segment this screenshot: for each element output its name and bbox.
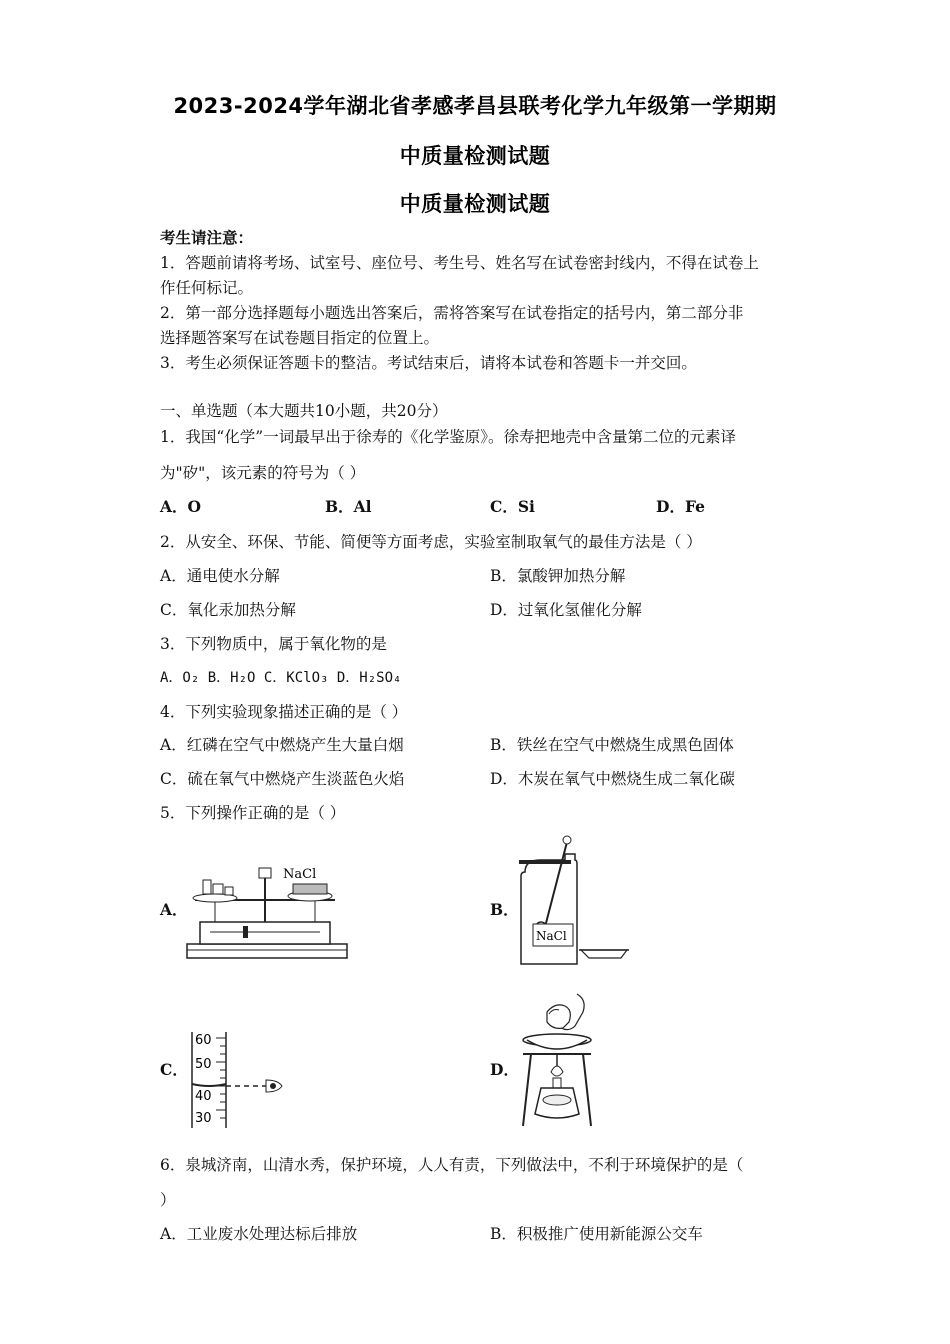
notice-item: 选择题答案写在试卷题目指定的位置上。	[160, 329, 440, 347]
cylinder-tick-label: 40	[195, 1089, 212, 1104]
title-line-3: 中质量检测试题	[399, 192, 551, 216]
q2-option-d: D．过氧化氢催化分解	[490, 601, 642, 619]
section-heading: 一、单选题（本大题共10小题，共20分）	[160, 402, 448, 420]
notice-item: 2．第一部分选择题每小题选出答案后，需将答案写在试卷指定的括号内，第二部分非	[160, 304, 744, 322]
q4-option-b: B．铁丝在空气中燃烧生成黑色固体	[490, 736, 734, 754]
q5-option-b: B．	[490, 900, 519, 919]
q1-stem: 为"矽"，该元素的符号为（ ）	[160, 464, 366, 482]
cylinder-tick-label: 60	[195, 1033, 212, 1048]
q4-option-a: A．红磷在空气中燃烧产生大量白烟	[160, 736, 404, 754]
q6-stem: ）	[160, 1191, 176, 1209]
q6-option-a: A．工业废水处理达标后排放	[160, 1225, 358, 1243]
notice-heading: 考生请注意：	[160, 228, 254, 247]
q5-option-c: C．	[160, 1060, 188, 1079]
notice-item: 1．答题前请将考场、试室号、座位号、考生号、姓名写在试卷密封线内，不得在试卷上	[160, 254, 759, 272]
title-line-2: 中质量检测试题	[399, 144, 551, 168]
q1-option-d: D．Fe	[656, 497, 705, 516]
q3-options: A．O₂ B．H₂O C．KClO₃ D．H₂SO₄	[160, 670, 402, 686]
q3-stem: 3．下列物质中，属于氧化物的是	[160, 635, 387, 653]
q1-option-a: A．O	[160, 497, 202, 516]
reagent-bottle-figure	[515, 832, 635, 971]
q4-option-d: D．木炭在氧气中燃烧生成二氧化碳	[490, 770, 735, 788]
q6-stem: 6．泉城济南，山清水秀，保护环境，人人有责，下列做法中，不利于环境保护的是（	[160, 1156, 744, 1174]
evaporating-dish-figure	[517, 992, 597, 1134]
bottle-nacl-label: NaCl	[536, 929, 567, 943]
q1-option-b: B．Al	[325, 497, 372, 516]
q6-option-b: B．积极推广使用新能源公交车	[490, 1225, 703, 1243]
cylinder-tick-label: 30	[195, 1111, 212, 1126]
cylinder-tick-label: 50	[195, 1057, 212, 1072]
graduated-cylinder-figure	[186, 1030, 296, 1134]
notice-item: 3．考生必须保证答题卡的整洁。考试结束后，请将本试卷和答题卡一并交回。	[160, 354, 697, 372]
q2-option-b: B．氯酸钾加热分解	[490, 567, 626, 585]
notice-item: 作任何标记。	[160, 279, 254, 297]
balance-nacl-label: NaCl	[283, 867, 317, 882]
q5-option-d: D．	[490, 1060, 519, 1079]
q1-stem: 1．我国“化学”一词最早出于徐寿的《化学鉴原》。徐寿把地壳中含量第二位的元素译	[160, 428, 736, 446]
q4-option-c: C．硫在氧气中燃烧产生淡蓝色火焰	[160, 770, 405, 788]
q2-option-c: C．氧化汞加热分解	[160, 601, 296, 619]
q2-option-a: A．通电使水分解	[160, 567, 280, 585]
balance-figure	[185, 862, 355, 966]
q2-stem: 2．从安全、环保、节能、简便等方面考虑，实验室制取氧气的最佳方法是（ ）	[160, 533, 702, 551]
q4-stem: 4．下列实验现象描述正确的是（ ）	[160, 703, 408, 721]
q5-stem: 5．下列操作正确的是（ ）	[160, 804, 346, 822]
title-line-1: 2023-2024学年湖北省孝感孝昌县联考化学九年级第一学期期	[173, 94, 777, 118]
q1-option-c: C．Si	[490, 497, 535, 516]
q5-option-a: A．	[160, 900, 188, 919]
